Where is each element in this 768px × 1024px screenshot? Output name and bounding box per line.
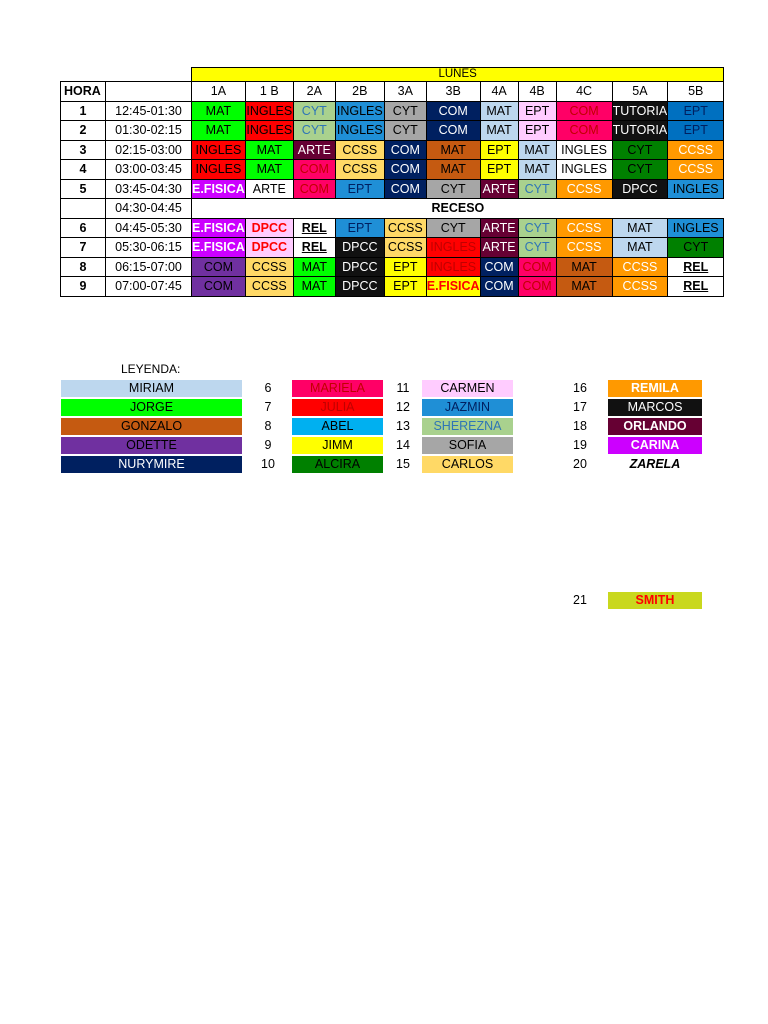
subject-cell: CCSS [245, 257, 293, 277]
legend-number: 21 [573, 593, 587, 607]
period-time: 05:30-06:15 [106, 238, 192, 258]
legend-number: 19 [573, 438, 587, 452]
subject-cell: CYT [518, 179, 556, 199]
subject-cell: COM [192, 257, 246, 277]
subject-cell: CCSS [668, 140, 724, 160]
legend-swatch: ZARELA [608, 456, 702, 473]
subject-cell: EPT [335, 179, 384, 199]
subject-cell: CCSS [612, 257, 668, 277]
period-time: 02:15-03:00 [106, 140, 192, 160]
subject-cell: INGLES [668, 218, 724, 238]
subject-cell: INGLES [245, 101, 293, 121]
legend-title: LEYENDA: [121, 362, 181, 376]
subject-cell: INGLES [192, 140, 246, 160]
schedule-row [61, 140, 724, 160]
subject-cell: INGLES [192, 160, 246, 180]
class-header-1b: 1 B [245, 82, 293, 102]
period-number: 1 [61, 101, 106, 121]
legend-swatch: ALCIRA [292, 456, 383, 473]
subject-cell: CCSS [335, 140, 384, 160]
legend-swatch: CARMEN [422, 380, 513, 397]
subject-cell: TUTORIA [612, 101, 668, 121]
legend-swatch: MIRIAM [61, 380, 242, 397]
subject-cell: MAT [612, 218, 668, 238]
subject-cell: EPT [668, 101, 724, 121]
subject-cell: DPCC [335, 277, 384, 297]
legend-swatch: REMILA [608, 380, 702, 397]
subject-cell: CCSS [384, 218, 426, 238]
subject-cell: COM [192, 277, 246, 297]
subject-cell: ARTE [480, 179, 518, 199]
subject-cell: MAT [612, 238, 668, 258]
schedule-table [60, 67, 724, 297]
morning-rows [61, 101, 724, 199]
subject-cell: DPCC [335, 257, 384, 277]
subject-cell: MAT [245, 140, 293, 160]
subject-cell: INGLES [556, 160, 612, 180]
subject-cell: EPT [480, 140, 518, 160]
subject-cell: MAT [426, 140, 480, 160]
legend-swatch: JIMM [292, 437, 383, 454]
legend-swatch: CARLOS [422, 456, 513, 473]
legend-number: 15 [396, 457, 410, 471]
break-row [61, 199, 724, 219]
class-header-2a: 2A [293, 82, 335, 102]
subject-cell: COM [384, 140, 426, 160]
class-header-3a: 3A [384, 82, 426, 102]
subject-cell: CYT [293, 101, 335, 121]
legend-swatch: JULIA [292, 399, 383, 416]
schedule-row [61, 257, 724, 277]
subject-cell: CYT [518, 218, 556, 238]
legend-swatch: SHEREZNA [422, 418, 513, 435]
subject-cell: CCSS [245, 277, 293, 297]
subject-cell: MAT [192, 101, 246, 121]
subject-cell: MAT [556, 277, 612, 297]
subject-cell: MAT [426, 160, 480, 180]
legend-swatch: ABEL [292, 418, 383, 435]
subject-cell: EPT [335, 218, 384, 238]
subject-cell: CYT [384, 101, 426, 121]
class-header-5a: 5A [612, 82, 668, 102]
subject-cell: COM [293, 179, 335, 199]
subject-cell: ARTE [480, 218, 518, 238]
subject-cell: CCSS [612, 277, 668, 297]
subject-cell: MAT [480, 101, 518, 121]
subject-cell: COM [556, 101, 612, 121]
period-time: 07:00-07:45 [106, 277, 192, 297]
subject-cell: TUTORIA [612, 121, 668, 141]
legend-swatch: SMITH [608, 592, 702, 609]
legend-number: 6 [264, 381, 272, 395]
period-time: 03:00-03:45 [106, 160, 192, 180]
subject-cell: CCSS [335, 160, 384, 180]
legend-number: 11 [396, 381, 410, 395]
period-time: 12:45-01:30 [106, 101, 192, 121]
subject-cell: CYT [612, 140, 668, 160]
subject-cell: DPCC [612, 179, 668, 199]
subject-cell: COM [518, 277, 556, 297]
subject-cell: INGLES [245, 121, 293, 141]
period-number: 7 [61, 238, 106, 258]
subject-cell: ARTE [245, 179, 293, 199]
legend-number: 7 [264, 400, 272, 414]
legend-swatch: NURYMIRE [61, 456, 242, 473]
period-time: 04:45-05:30 [106, 218, 192, 238]
subject-cell: EPT [384, 277, 426, 297]
schedule-row [61, 218, 724, 238]
subject-cell: EPT [384, 257, 426, 277]
subject-cell: E.FISICA [192, 218, 246, 238]
subject-cell: COM [384, 179, 426, 199]
period-number: 4 [61, 160, 106, 180]
period-time: 06:15-07:00 [106, 257, 192, 277]
legend-swatch: JORGE [61, 399, 242, 416]
subject-cell: DPCC [245, 218, 293, 238]
subject-cell: EPT [668, 121, 724, 141]
subject-cell: INGLES [335, 101, 384, 121]
subject-cell: EPT [518, 121, 556, 141]
schedule-row [61, 179, 724, 199]
subject-cell: DPCC [245, 238, 293, 258]
period-number: 6 [61, 218, 106, 238]
class-header-1a: 1A [192, 82, 246, 102]
schedule-row [61, 277, 724, 297]
schedule-row [61, 160, 724, 180]
legend-number: 12 [396, 400, 410, 414]
subject-cell: INGLES [426, 257, 480, 277]
day-header-row [61, 68, 724, 82]
class-header-4c: 4C [556, 82, 612, 102]
period-number: 2 [61, 121, 106, 141]
legend-swatch: ODETTE [61, 437, 242, 454]
period-time: 01:30-02:15 [106, 121, 192, 141]
subject-cell: INGLES [556, 140, 612, 160]
subject-cell: CYT [668, 238, 724, 258]
subject-cell: CCSS [556, 238, 612, 258]
legend-swatch: CARINA [608, 437, 702, 454]
subject-cell: COM [480, 257, 518, 277]
legend-number: 10 [261, 457, 275, 471]
subject-cell: E.FISICA [192, 179, 246, 199]
subject-cell: MAT [293, 257, 335, 277]
subject-cell: EPT [480, 160, 518, 180]
subject-cell: CYT [612, 160, 668, 180]
subject-cell: CCSS [668, 160, 724, 180]
class-header-3b: 3B [426, 82, 480, 102]
afternoon-rows [61, 218, 724, 296]
schedule-row [61, 121, 724, 141]
subject-cell: ARTE [293, 140, 335, 160]
period-number: 8 [61, 257, 106, 277]
schedule-row [61, 238, 724, 258]
legend-number: 14 [396, 438, 410, 452]
legend-swatch: MARIELA [292, 380, 383, 397]
legend-number: 18 [573, 419, 587, 433]
period-time: 03:45-04:30 [106, 179, 192, 199]
legend-number: 9 [264, 438, 272, 452]
subject-cell: REL [668, 277, 724, 297]
subject-cell: COM [426, 101, 480, 121]
subject-cell: CCSS [384, 238, 426, 258]
subject-cell: REL [293, 238, 335, 258]
subject-cell: INGLES [426, 238, 480, 258]
legend-swatch: GONZALO [61, 418, 242, 435]
subject-cell: CYT [384, 121, 426, 141]
legend-number: 16 [573, 381, 587, 395]
hora-header: HORA [61, 82, 106, 102]
break-label: RECESO [192, 199, 724, 219]
legend-number: 8 [264, 419, 272, 433]
legend-number: 13 [396, 419, 410, 433]
subject-cell: MAT [518, 160, 556, 180]
legend-swatch: SOFIA [422, 437, 513, 454]
subject-cell: REL [293, 218, 335, 238]
day-label: LUNES [192, 68, 724, 82]
subject-cell: MAT [556, 257, 612, 277]
legend-swatch: ORLANDO [608, 418, 702, 435]
period-number: 9 [61, 277, 106, 297]
legend-swatch: MARCOS [608, 399, 702, 416]
subject-cell: MAT [480, 121, 518, 141]
subject-cell: ARTE [480, 238, 518, 258]
time-header [106, 82, 192, 102]
subject-cell: EPT [518, 101, 556, 121]
subject-cell: CYT [293, 121, 335, 141]
schedule-row [61, 101, 724, 121]
subject-cell: CYT [426, 179, 480, 199]
subject-cell: DPCC [335, 238, 384, 258]
subject-cell: COM [518, 257, 556, 277]
period-number: 5 [61, 179, 106, 199]
class-header-4b: 4B [518, 82, 556, 102]
subject-cell: COM [384, 160, 426, 180]
subject-cell: CCSS [556, 218, 612, 238]
subject-cell: INGLES [335, 121, 384, 141]
subject-cell: MAT [192, 121, 246, 141]
legend-number: 20 [573, 457, 587, 471]
class-header-row [61, 82, 724, 102]
subject-cell: CYT [426, 218, 480, 238]
legend-swatch: JAZMIN [422, 399, 513, 416]
subject-cell: COM [293, 160, 335, 180]
subject-cell: MAT [245, 160, 293, 180]
legend-number: 17 [573, 400, 587, 414]
subject-cell: E.FISICA [426, 277, 480, 297]
subject-cell: MAT [293, 277, 335, 297]
class-header-2b: 2B [335, 82, 384, 102]
subject-cell: INGLES [668, 179, 724, 199]
subject-cell: CYT [518, 238, 556, 258]
subject-cell: COM [426, 121, 480, 141]
subject-cell: MAT [518, 140, 556, 160]
subject-cell: CCSS [556, 179, 612, 199]
subject-cell: REL [668, 257, 724, 277]
class-header-4a: 4A [480, 82, 518, 102]
subject-cell: COM [480, 277, 518, 297]
break-time: 04:30-04:45 [106, 199, 192, 219]
subject-cell: COM [556, 121, 612, 141]
class-header-5b: 5B [668, 82, 724, 102]
subject-cell: E.FISICA [192, 238, 246, 258]
period-number: 3 [61, 140, 106, 160]
